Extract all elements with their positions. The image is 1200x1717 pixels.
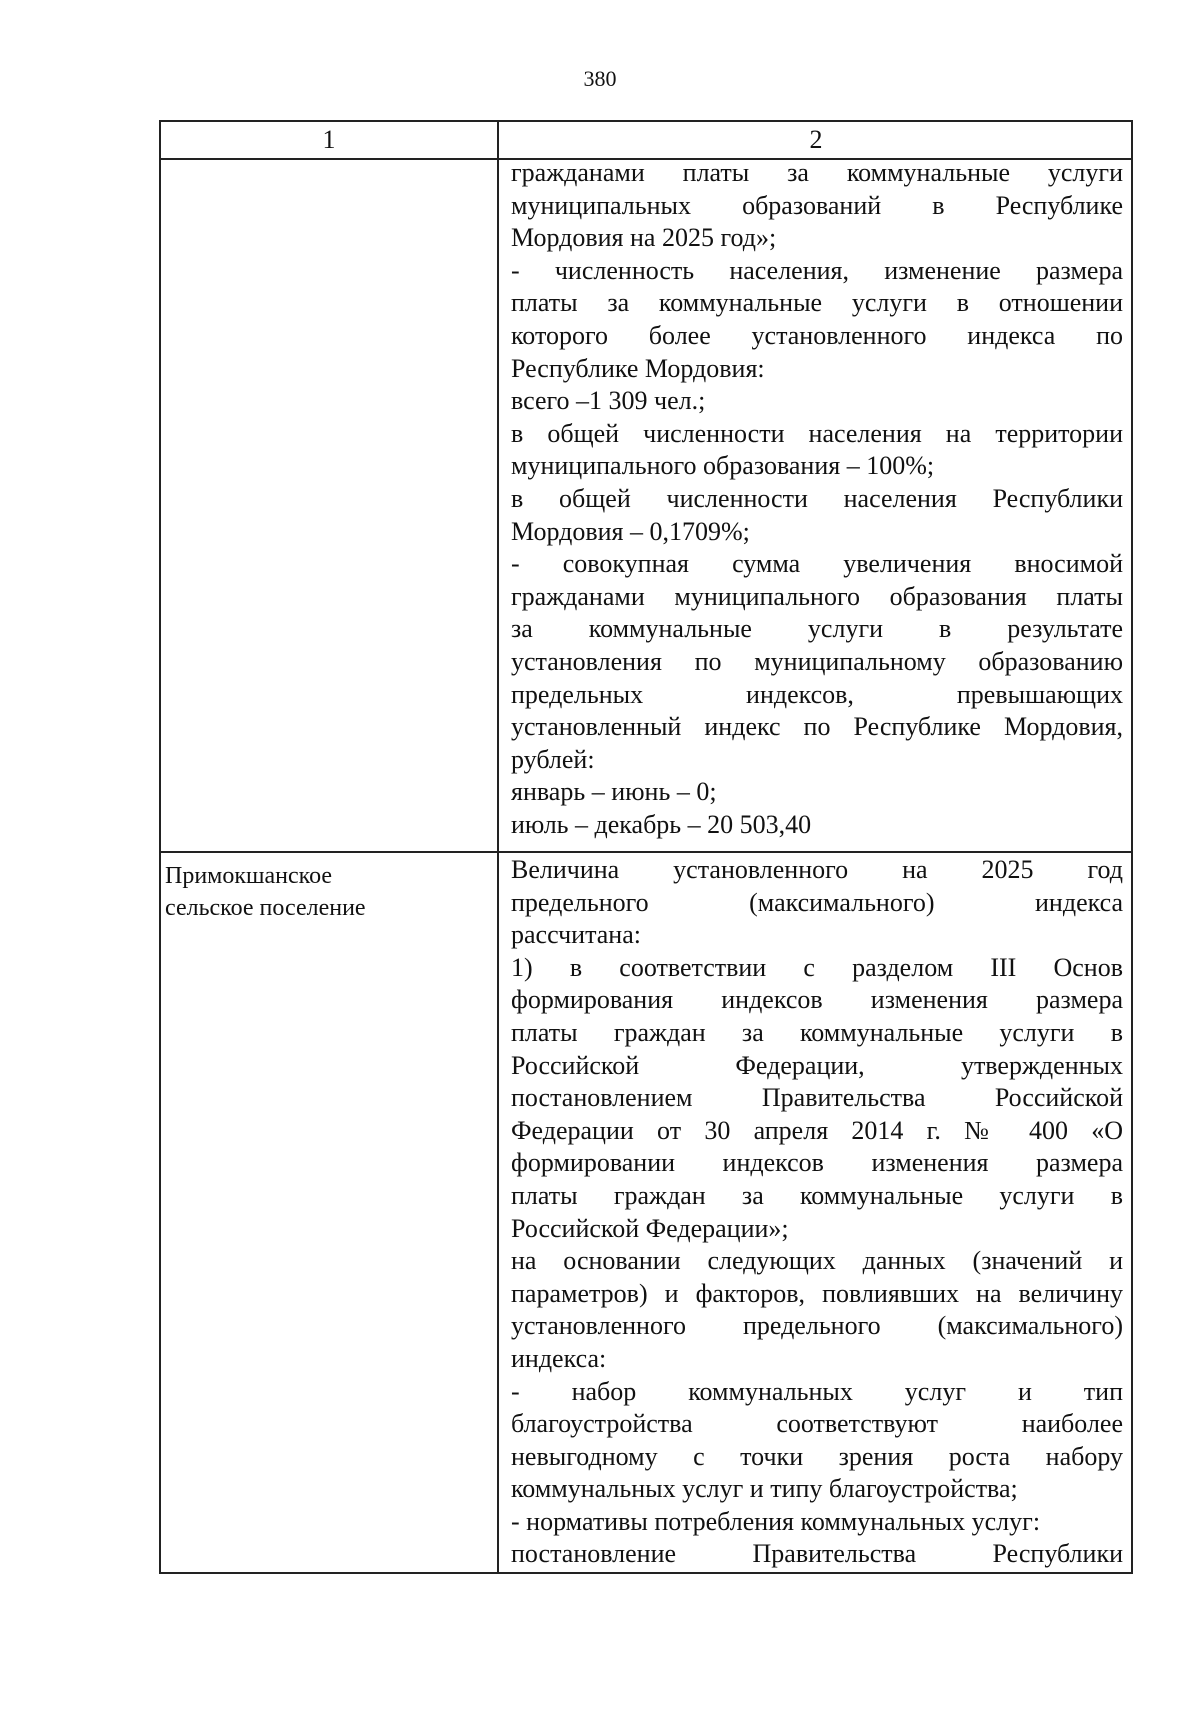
text-line: - набор коммунальных услуг и тип xyxy=(511,1376,1123,1406)
text-line: январь – июнь – 0; xyxy=(511,777,717,807)
text-line: 1) в соответствии с разделом III Основ xyxy=(511,952,1123,982)
text-line: платы за коммунальные услуги в отношении xyxy=(511,288,1123,318)
text-line: Российской Федерации»; xyxy=(511,1213,789,1243)
text-line: формирования индексов изменения размера xyxy=(511,985,1123,1015)
text-line: муниципальных образований в Республике xyxy=(511,190,1123,220)
text-line: всего –1 309 чел.; xyxy=(511,386,706,416)
row2-left-cell xyxy=(163,860,485,924)
text-line: Российской Федерации, утвержденных xyxy=(511,1050,1123,1080)
text-line: установленного предельного (максимального) xyxy=(511,1311,1123,1341)
text-line: предельных индексов, превышающих xyxy=(511,679,1123,709)
text-line: которого более установленного индекса по xyxy=(511,320,1123,350)
text-line: - нормативы потребления коммунальных услуг: xyxy=(511,1506,1041,1536)
text-line: Республике Мордовия: xyxy=(511,353,765,383)
text-line: гражданами муниципального образования платы xyxy=(511,581,1123,611)
text-line: установленный индекс по Республике Мордовия, xyxy=(511,712,1123,742)
row2-right-cell xyxy=(511,854,1123,1571)
text-line: гражданами платы за коммунальные услуги xyxy=(511,158,1123,187)
text-line: июль – декабрь – 20 503,40 xyxy=(511,809,812,839)
text-line: - совокупная сумма увеличения вносимой xyxy=(511,549,1123,579)
settlement-name-line: сельское поселение xyxy=(165,895,366,921)
text-line: благоустройства соответствуют наиболее xyxy=(511,1409,1123,1439)
column-header-1: 1 xyxy=(322,125,336,154)
column-header-2: 2 xyxy=(809,125,823,154)
text-line: Федерации от 30 апреля 2014 г. № 400 «О xyxy=(511,1115,1123,1145)
text-line: платы граждан за коммунальные услуги в xyxy=(511,1180,1123,1210)
row-divider xyxy=(161,851,1131,853)
text-line: в общей численности населения Республики xyxy=(511,483,1123,513)
text-line: Мордовия – 0,1709%; xyxy=(511,516,750,546)
text-line: коммунальных услуг и типу благоустройства; xyxy=(511,1474,1018,1504)
text-line: рублей: xyxy=(511,744,595,774)
text-line: рассчитана: xyxy=(511,920,641,950)
text-line: формировании индексов изменения размера xyxy=(511,1148,1123,1178)
text-line: муниципального образования – 100%; xyxy=(511,451,935,481)
column-divider xyxy=(497,122,499,1572)
text-line: невыгодному с точки зрения роста набору xyxy=(511,1441,1123,1471)
page-number: 380 xyxy=(583,66,617,91)
text-line: - численность населения, изменение размера xyxy=(511,255,1123,285)
text-line: в общей численности населения на территории xyxy=(511,418,1123,448)
row1-right-cell xyxy=(511,157,1123,841)
text-line: параметров) и факторов, повлиявших на величину xyxy=(511,1278,1123,1308)
text-line: индекса: xyxy=(511,1343,607,1373)
text-line: постановление Правительства Республики xyxy=(511,1539,1123,1569)
text-line: установления по муниципальному образованию xyxy=(511,646,1123,676)
text-line: Мордовия на 2025 год»; xyxy=(511,223,777,253)
text-line: за коммунальные услуги в результате xyxy=(511,614,1123,644)
document-table xyxy=(159,120,1133,1574)
settlement-name-line: Примокшанское xyxy=(165,863,333,889)
text-line: постановлением Правительства Российской xyxy=(511,1083,1123,1113)
text-line: предельного (максимального) индекса xyxy=(511,887,1123,917)
text-line: Величина установленного на 2025 год xyxy=(511,855,1123,884)
text-line: на основании следующих данных (значений и xyxy=(511,1246,1123,1276)
text-line: платы граждан за коммунальные услуги в xyxy=(511,1017,1123,1047)
